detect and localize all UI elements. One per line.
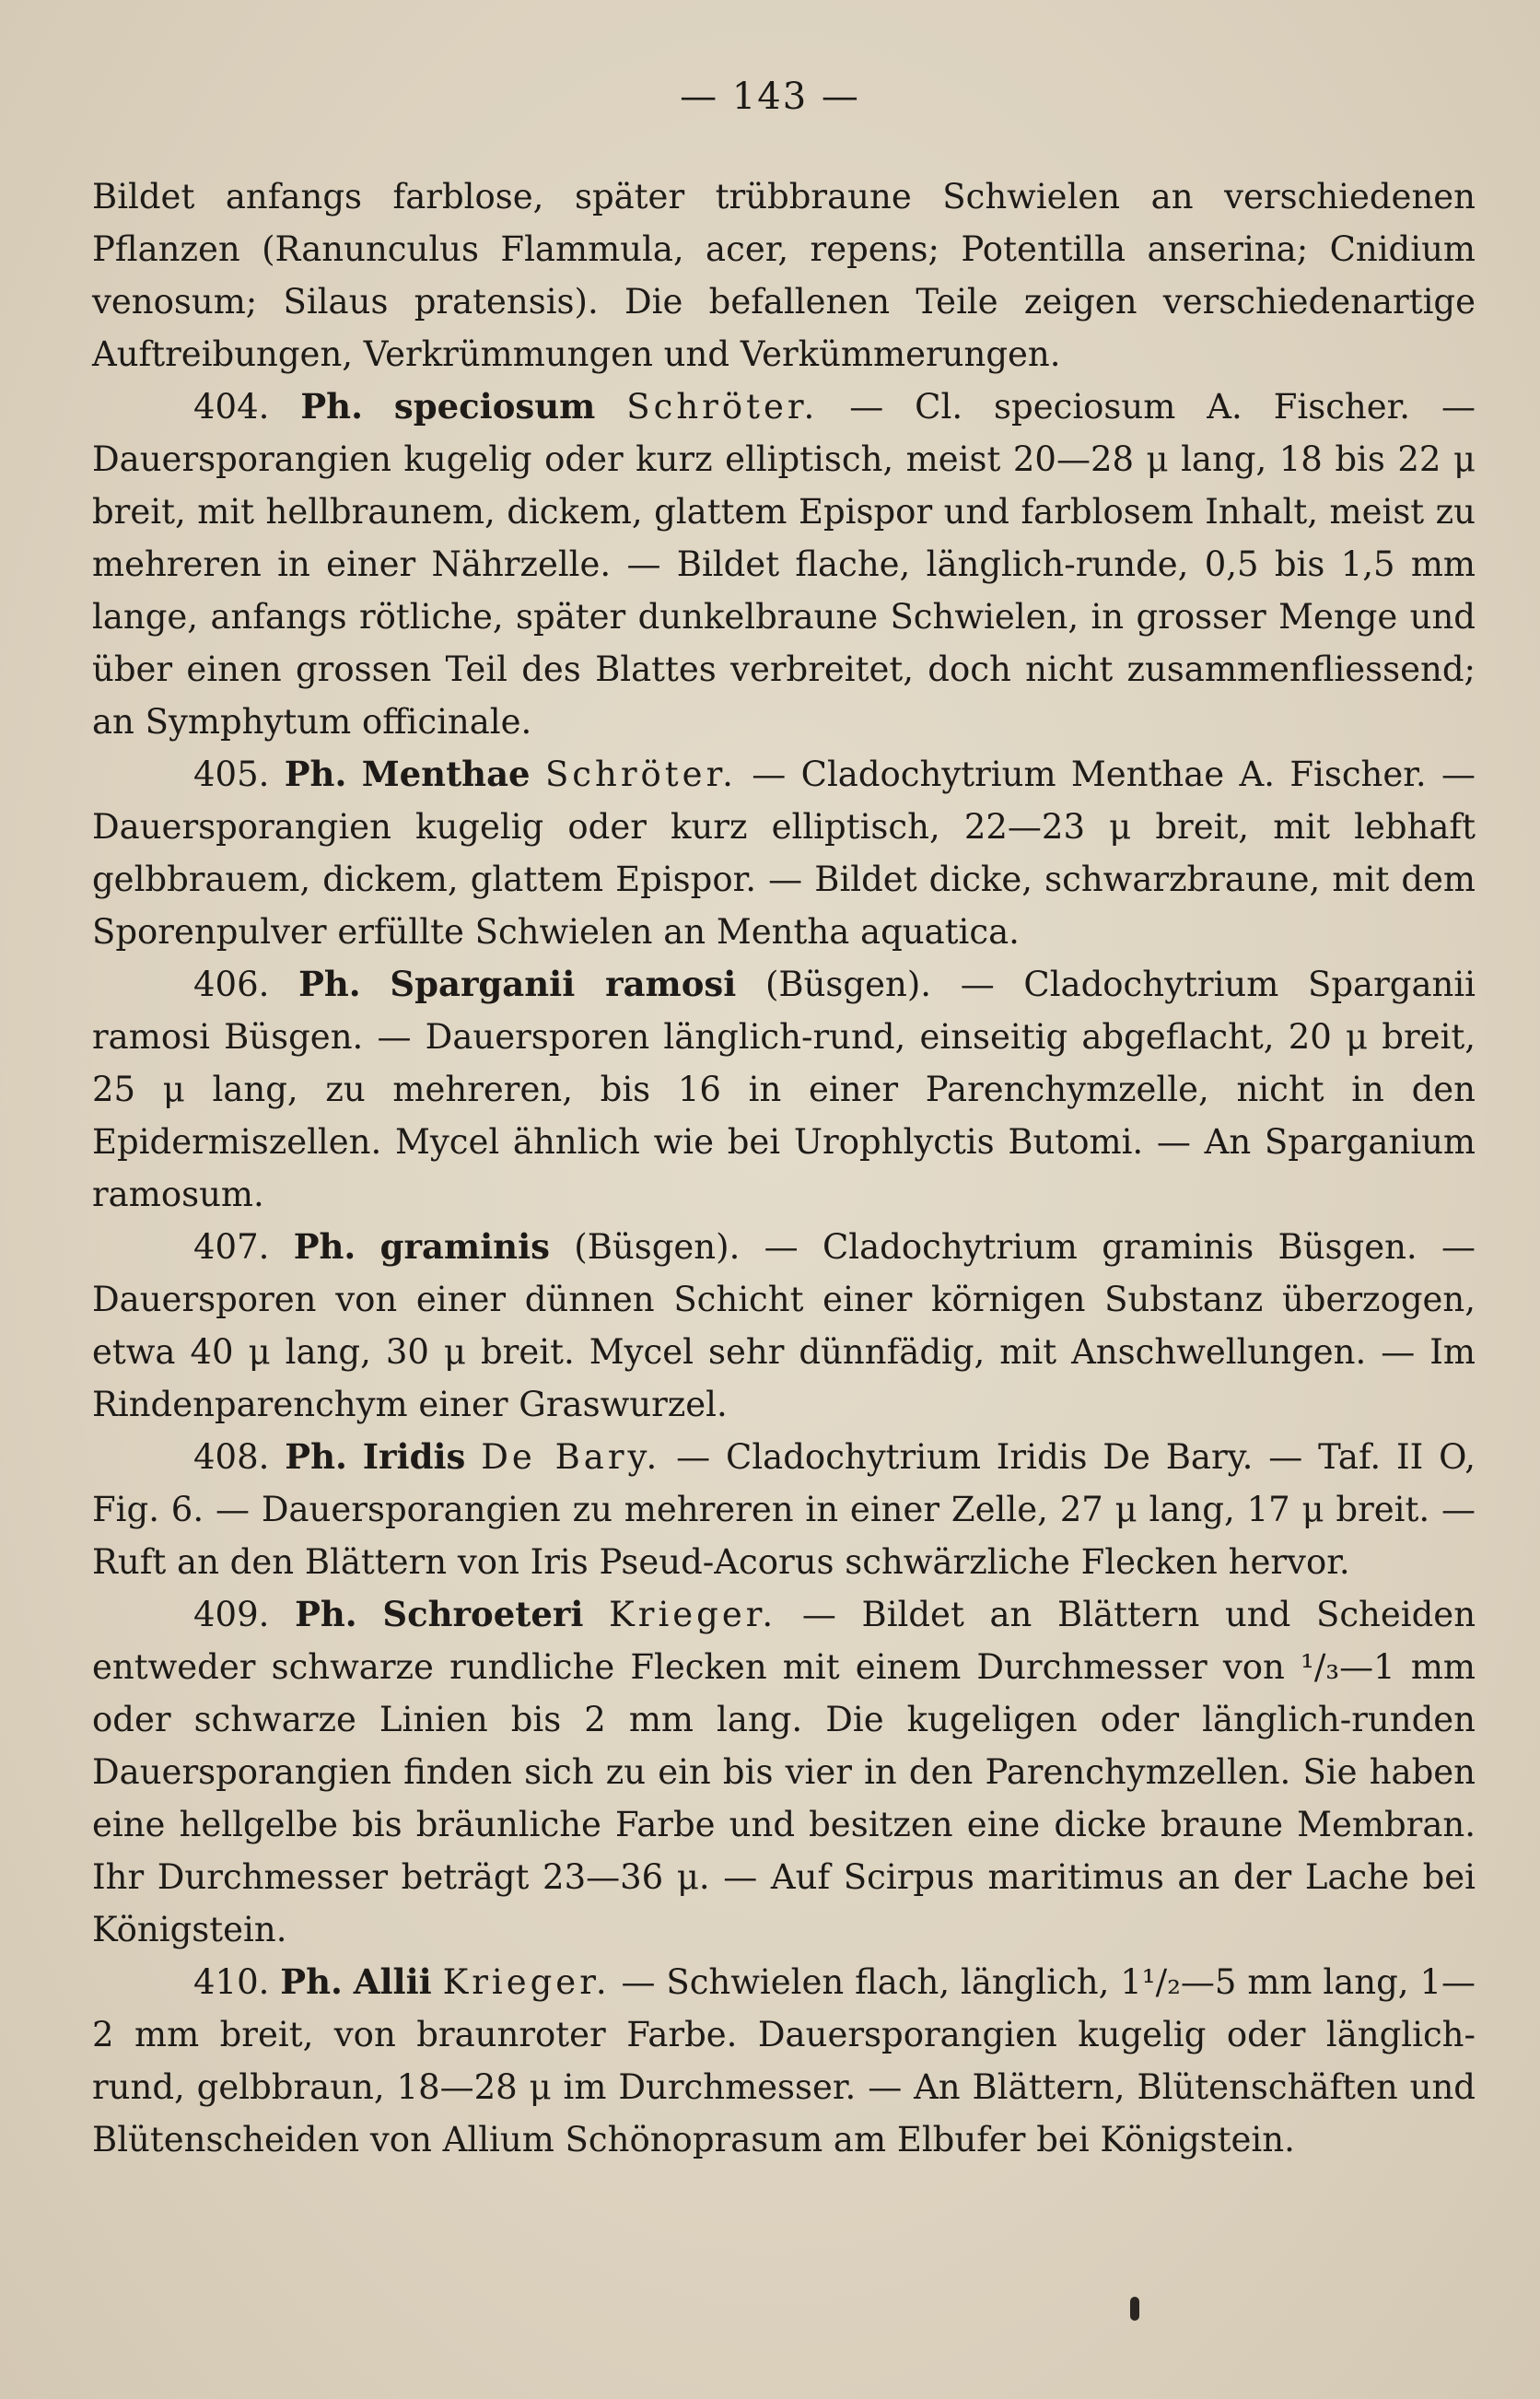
entry-text: — Bildet an Blättern und Scheiden entweder schwarze rundliche Flecken mit einem Durchmesser von ¹/₃—1 mm oder schwarze Linien bis 2 mm lang. Die kugeligen oder länglich-runden Dauersporangien finden sich zu ein bis vier in den Parenchymzellen. Sie haben eine hellgelbe bis bräunliche Farbe und besitzen eine dicke braune Membran. Ihr Durchmesser beträgt 23—36 μ. — Auf Scirpus maritimus an der Lache bei Königstein. <box>92 1595 1476 1949</box>
entry-genus: Ph. <box>293 1226 356 1267</box>
entry-species: speciosum <box>393 386 596 427</box>
entry-text: — Cladochytrium Iridis De Bary. — Taf. II O, Fig. 6. — Dauersporangien zu mehreren in einer Zelle, 27 μ lang, 17 μ breit. — Ruft an den Blättern von Iris Pseud-Acorus schwärzliche Flecken hervor. <box>92 1437 1476 1582</box>
entry-genus: Ph. <box>295 1594 357 1634</box>
entry-species: Schroeteri <box>382 1594 584 1634</box>
entry-406 <box>92 958 1476 1221</box>
entry-number: 405. <box>193 755 270 794</box>
entry-404 <box>92 380 1476 748</box>
entry-author: De Bary. <box>481 1437 661 1477</box>
entry-author: Schröter. <box>626 387 819 427</box>
entry-author: Schröter. <box>544 755 737 794</box>
entry-genus: Ph. <box>285 1436 347 1477</box>
entry-text: — Cl. speciosum A. Fischer. — Dauersporangien kugelig oder kurz elliptisch, meist 20—28 μ lang, 18 bis 22 μ breit, mit hellbraunem, dickem, glattem Epispor und farblosem Inhalt, meist zu mehreren in einer Nährzelle. — Bildet flache, länglich-runde, 0,5 bis 1,5 mm lange, anfangs rötliche, später dunkelbraune Schwielen, in grosser Menge und über einen grossen Teil des Blattes verbreitet, doch nicht zusammenfliessend; an Symphytum officinale. <box>92 387 1476 742</box>
entry-author: (Büsgen). <box>574 1227 741 1267</box>
entry-genus: Ph. <box>298 964 361 1004</box>
entry-species: Iridis <box>362 1436 466 1477</box>
page-number: — 143 — <box>680 76 860 118</box>
entry-405 <box>92 748 1476 958</box>
intro-paragraph: Bildet anfangs farblose, später trübbraune Schwielen an verschiedenen Pflanzen (Ranunculus Flammula, acer, repens; Potentilla anserina; Cnidium venosum; Silaus pratensis). Die befallenen Teile zeigen verschiedenartige Auftreibungen, Verkrümmungen und Verkümmerungen. <box>92 177 1476 374</box>
entry-genus: Ph. <box>300 386 363 427</box>
entry-author: Krieger. <box>609 1595 777 1634</box>
entry-number: 407. <box>193 1227 270 1267</box>
entry-species: Sparganii ramosi <box>390 964 737 1004</box>
entry-species: Menthae <box>361 754 531 794</box>
entry-410 <box>92 1956 1476 2166</box>
entry-author: Krieger. <box>442 1962 611 2002</box>
ink-speck <box>1130 2297 1139 2321</box>
entry-407 <box>92 1221 1476 1431</box>
entry-genus: Ph. <box>284 754 347 794</box>
entry-text: — Schwielen flach, länglich, 1¹/₂—5 mm lang, 1—2 mm breit, von braunroter Farbe. Dauersporangien kugelig oder länglich-rund, gelbbraun, 18—28 μ im Durchmesser. — An Blättern, Blütenschäften und Blütenscheiden von Allium Schönoprasum am Elbufer bei Königstein. <box>92 1962 1476 2159</box>
entry-408 <box>92 1431 1476 1588</box>
entry-text: — Cladochytrium graminis Büsgen. — Dauersporen von einer dünnen Schicht einer körnigen Substanz überzogen, etwa 40 μ lang, 30 μ breit. Mycel sehr dünnfädig, mit Anschwellungen. — Im Rindenparenchym einer Graswurzel. <box>92 1227 1476 1424</box>
entry-author: (Büsgen). <box>764 965 932 1004</box>
entry-number: 410. <box>193 1962 270 2002</box>
entry-409 <box>92 1588 1476 1956</box>
entry-number: 406. <box>193 965 270 1004</box>
entry-number: 409. <box>193 1595 270 1634</box>
entry-number: 408. <box>193 1437 270 1477</box>
entry-text: — Cladochytrium Sparganii ramosi Büsgen. — Dauersporen länglich-rund, einseitig abgeflacht, 20 μ breit, 25 μ lang, zu mehreren, bis 16 in einer Parenchymzelle, nicht in den Epidermiszellen. Mycel ähnlich wie bei Urophlyctis Butomi. — An Sparganium ramosum. <box>92 965 1476 1214</box>
entry-species: graminis <box>379 1226 550 1267</box>
entry-text: — Cladochytrium Menthae A. Fischer. — Dauersporangien kugelig oder kurz elliptisch, 22—23 μ breit, mit lebhaft gelbbrauem, dickem, glattem Epispor. — Bildet dicke, schwarzbraune, mit dem Sporenpulver erfüllte Schwielen an Mentha aquatica. <box>92 755 1476 952</box>
entry-species: Allii <box>353 1961 432 2002</box>
main-text <box>92 170 1476 2166</box>
entry-genus: Ph. <box>280 1961 343 2002</box>
entry-number: 404. <box>193 387 270 427</box>
